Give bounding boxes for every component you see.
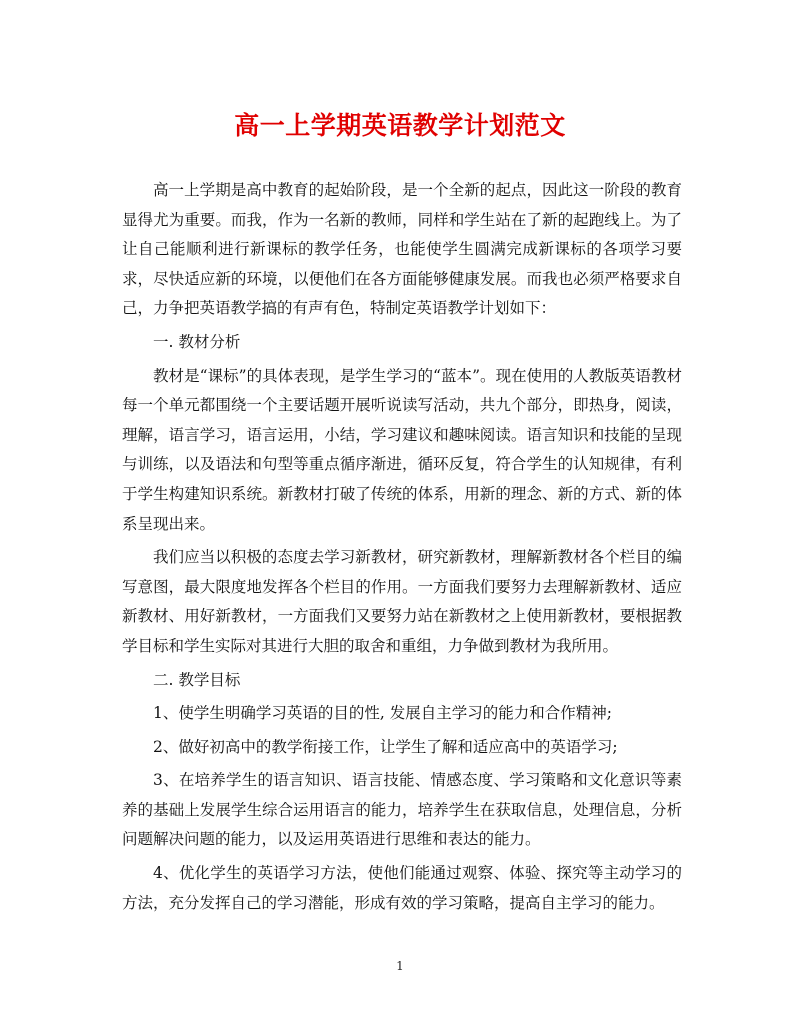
goal-item-1: 1、使学生明确学习英语的目的性, 发展自主学习的能力和合作精神;: [153, 704, 612, 723]
section-heading-teaching-goals: 二. 教学目标: [153, 670, 241, 689]
document-title: 高一上学期英语教学计划范文: [234, 111, 566, 140]
page-number: 1: [396, 959, 404, 973]
goal-item-2: 2、做好初高中的教学衔接工作，让学生了解和适应高中的英语学习;: [153, 737, 618, 756]
section-heading-textbook-analysis: 一. 教材分析: [153, 332, 241, 351]
intro-paragraph: 高一上学期是高中教育的起始阶段，是一个全新的起点，因此这一阶段的教育显得尤为重要。而我，作为一名新的教师，同样和学生站在了新的起跑线上。为了让自己能顺利进行新课标的教学任务，也能使学生圆满完成新课标的各项学习要求，尽快适应新的环境，以便他们在各方面能够健康发展。而我也必须严格要求自己，力争把英语教学搞的有声有色，特制定英语教学计划如下：: [122, 181, 682, 318]
document-body: [122, 176, 682, 918]
textbook-analysis-paragraph: 教材是“课标”的具体表现，是学生学习的“蓝本”。现在使用的人教版英语教材每一个单元都围绕一个主要话题开展听说读写活动，共九个部分，即热身，阅读，理解，语言学习，语言运用，小结，学习建议和趣味阅读。语言知识和技能的呈现与训练，以及语法和句型等重点循序渐进，循环反复，符合学生的认知规律，有利于学生构建知识系统。新教材打破了传统的体系，用新的理念、新的方式、新的体系呈现出来。: [122, 366, 682, 533]
goal-item-4: 4、优化学生的英语学习方法，使他们能通过观察、体验、探究等主动学习的方法，充分发挥自己的学习潜能，形成有效的学习策略，提高自主学习的能力。: [122, 864, 682, 912]
goal-item-3: 3、在培养学生的语言知识、语言技能、情感态度、学习策略和文化意识等素养的基础上发展学生综合运用语言的能力，培养学生在获取信息，处理信息，分析问题解决问题的能力，以及运用英语进行思维和表达的能力。: [122, 771, 682, 849]
textbook-attitude-paragraph: 我们应当以积极的态度去学习新教材，研究新教材，理解新教材各个栏目的编写意图，最大限度地发挥各个栏目的作用。一方面我们要努力去理解新教材、适应新教材、用好新教材，一方面我们又要努力站在新教材之上使用新教材，要根据教学目标和学生实际对其进行大胆的取舍和重组，力争做到教材为我所用。: [122, 548, 682, 655]
